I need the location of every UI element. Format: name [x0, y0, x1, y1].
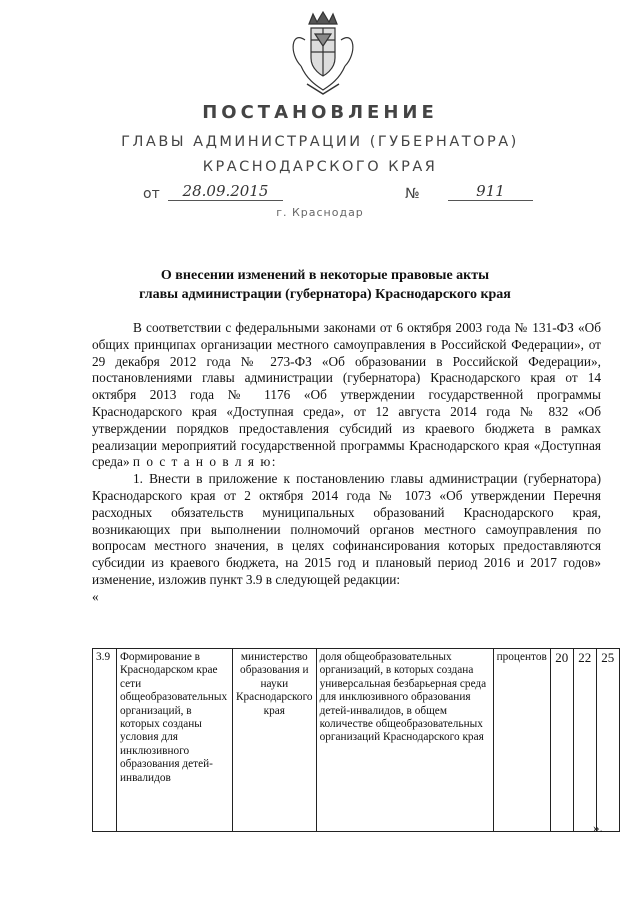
coat-of-arms-emblem: [287, 10, 359, 96]
open-quote: «: [92, 588, 99, 604]
measures-table: [92, 648, 620, 832]
measure-name-cell: Формирование в Краснодарском крае сети общеобразовательных организаций, в которых созданы условия для инклюзивного образования детей-инвалидов: [117, 649, 233, 832]
city-label: г. Краснодар: [276, 206, 364, 219]
resolve-word: п о с т а н о в л я ю:: [132, 454, 277, 470]
date-number-line: [0, 182, 640, 206]
close-quote: ».: [593, 820, 603, 835]
document-body: [92, 320, 601, 606]
row-number-cell: 3.9: [93, 649, 117, 832]
document-title-line-1: О внесении изменений в некоторые правовые акты: [160, 268, 490, 283]
value-2015-cell: 20: [550, 649, 573, 832]
executor-cell: министерство образования и науки Краснодарского края: [233, 649, 317, 832]
preamble-paragraph: [92, 320, 601, 471]
document-title-line-2: главы администрации (губернатора) Краснодарского края: [139, 287, 511, 302]
document-date: 28.09.2015: [168, 182, 283, 201]
number-label: №: [405, 186, 420, 202]
document-type-heading: ПОСТАНОВЛЕНИЕ: [202, 102, 438, 123]
clause-1-paragraph: 1. Внести в приложение к постановлению главы администрации (губернатора) Краснодарского края от 2 октября 2014 года № 1073 «Об утверждении Перечня расходных обязательств муниципальных образований Краснодарского края, возникающих при выполнении полномочий органов местного самоуправления по вопросам местного значения, в целях софинансирования которых предоставляются субсидии из краевого бюджета, на 2015 год и плановый период 2016 и 2017 годов» изменение, изложив пункт 3.9 в следующей редакции:: [92, 471, 601, 587]
preamble-text: В соответствии с федеральными законами от 6 октября 2003 года № 131-ФЗ «Об общих принципах организации местного самоуправления в Российской Федерации», от 29 декабря 2012 года № 273-ФЗ «Об образовании в Российской Федерации», постановлениями главы администрации (губернатора) Краснодарского края от 14 октября 2013 года № 1176 «Об утверждении государственной программы Краснодарского края «Доступная среда», от 12 августа 2014 года № 832 «Об утверждении порядков предоставления субсидий из краевого бюджета в рамках реализации мероприятий государственной программы Краснодарского края «Доступная среда»: [92, 320, 601, 470]
value-2016-cell: 22: [573, 649, 596, 832]
date-label: от: [143, 186, 160, 202]
indicator-cell: доля общеобразовательных организаций, в которых создана универсальная безбарьерная среда для инклюзивного образования детей-инвалидов, в общем количестве общеобразовательных организаций Краснодарского края: [316, 649, 493, 832]
issuer-heading: ГЛАВЫ АДМИНИСТРАЦИИ (ГУБЕРНАТОРА): [121, 134, 519, 150]
region-heading: КРАСНОДАРСКОГО КРАЯ: [202, 159, 438, 175]
table-row: [93, 649, 620, 832]
unit-cell: процентов: [493, 649, 550, 832]
document-number: 911: [448, 182, 533, 201]
value-2017-cell: 25: [596, 649, 619, 832]
